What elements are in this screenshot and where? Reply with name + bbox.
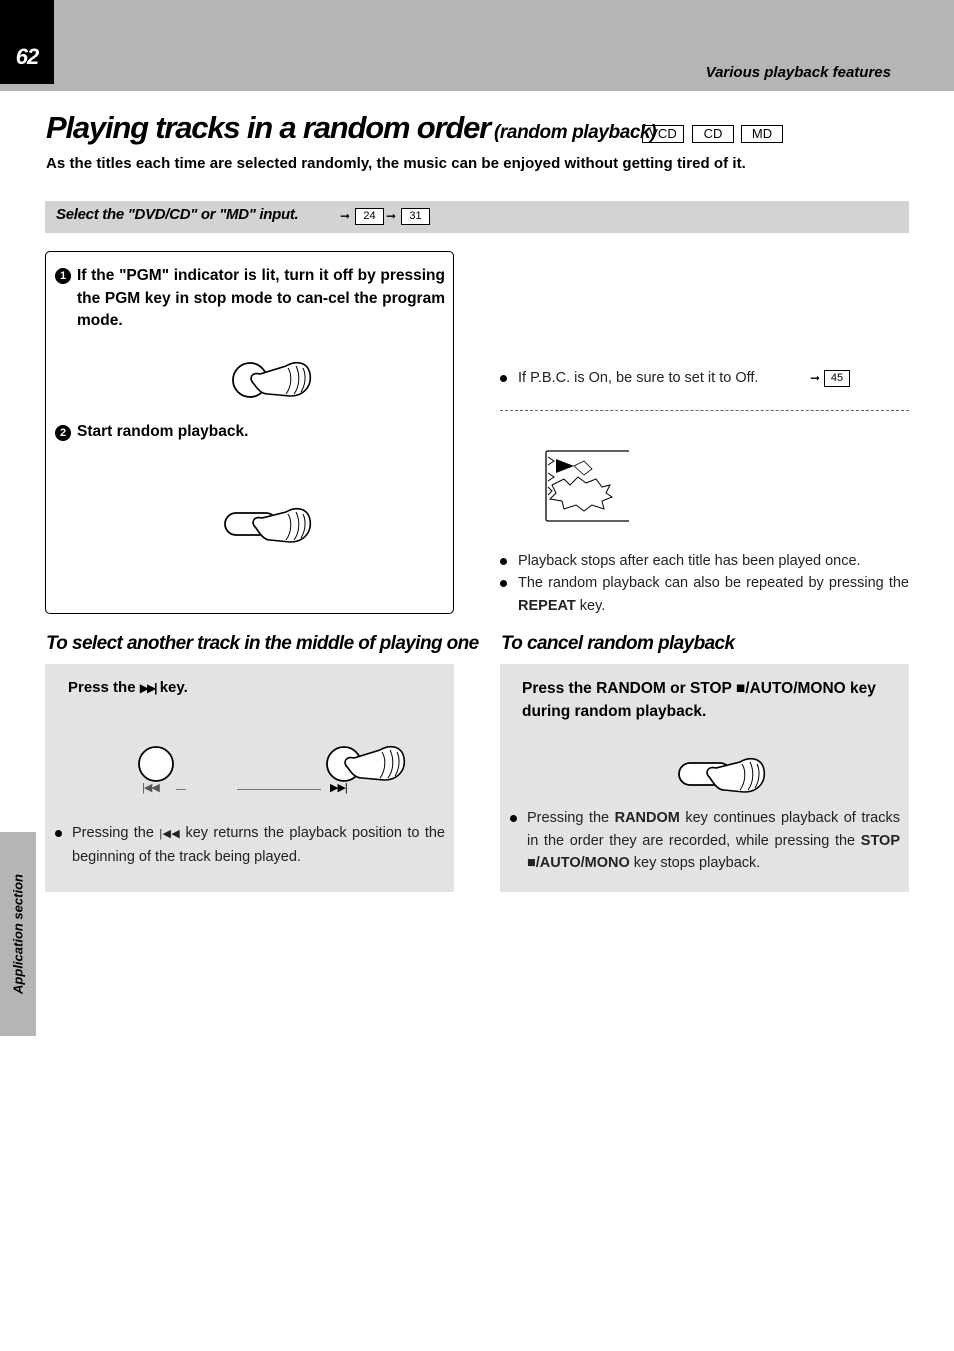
section-title-cancel-random: To cancel random playback — [501, 633, 735, 654]
next-label-line — [237, 789, 321, 790]
select-input-text: Select the "DVD/CD" or "MD" input. — [56, 206, 299, 223]
section-header: Various playback features — [705, 64, 891, 81]
page-ref-31[interactable]: 31 — [401, 208, 430, 225]
bullet-icon — [510, 815, 517, 822]
right-note-2 — [500, 572, 909, 617]
next-track-icon: ▶▶| — [139, 681, 156, 695]
bullet-icon — [500, 375, 507, 382]
hand-press-stop-key-icon — [676, 752, 768, 798]
side-tab-label: Application section — [10, 874, 26, 994]
title-sub: (random playback) — [493, 122, 657, 143]
page-ref-24[interactable]: 24 — [355, 208, 384, 225]
prev-key-note-text: Pressing the |◀◀ key returns the playback position to the beginning of the track being played. — [72, 825, 445, 865]
badge-cd: CD — [692, 125, 734, 143]
prev-label-line — [176, 789, 186, 790]
badge-md: MD — [741, 125, 783, 143]
section-title-select-track: To select another track in the middle of playing one — [46, 633, 479, 654]
step-number-2: 2 — [55, 425, 71, 441]
right-note-1-text: Playback stops after each title has been played once. — [518, 553, 861, 569]
step-number-1: 1 — [55, 268, 71, 284]
bullet-icon — [500, 580, 507, 587]
prev-key-note — [55, 822, 445, 868]
prev-track-label: |◀◀ — [142, 782, 159, 794]
next-track-label: ▶▶| — [330, 782, 347, 794]
cancel-random-instruction: Press the RANDOM or STOP ■/AUTO/MONO key during random playback. — [522, 680, 876, 720]
step-1-text: If the "PGM" indicator is lit, turn it off by pressing the PGM key in stop mode to can-cel the program mode. — [77, 267, 445, 329]
intro-text: As the titles each time are selected randomly, the music can be enjoyed without getting tired of it. — [46, 155, 746, 172]
page-ref-45[interactable]: 45 — [824, 370, 850, 387]
dashed-divider — [500, 410, 909, 411]
pbc-note — [500, 367, 758, 390]
step-2-text: Start random playback. — [77, 423, 249, 440]
hand-press-next-key-icon — [322, 740, 410, 786]
hand-press-pgm-key-icon — [228, 356, 314, 402]
badge-vcd: VCD — [642, 125, 684, 143]
ref-arrow-icon: ➞ — [340, 209, 351, 223]
prev-track-icon: |◀◀ — [159, 828, 181, 840]
cancel-random-note-text: Pressing the RANDOM key continues playback of tracks in the order they are recorded, while pressing the STOP ■/AUTO/MONO key stops playback. — [527, 810, 900, 871]
ref-arrow-icon: ➞ — [386, 209, 397, 223]
right-note-2-text: The random playback can also be repeated by pressing the REPEAT key. — [518, 575, 909, 614]
pbc-note-text: If P.B.C. is On, be sure to set it to Off. — [518, 370, 759, 386]
cancel-random-note — [510, 807, 900, 875]
title-main: Playing tracks in a random order — [46, 110, 490, 145]
page-number: 62 — [15, 44, 39, 69]
ref-arrow-icon: ➞ — [810, 371, 821, 385]
display-indicator-illustration — [544, 449, 632, 524]
page-title — [46, 110, 656, 146]
page-number-box — [0, 0, 54, 84]
hand-press-random-key-icon — [222, 502, 314, 548]
bullet-icon — [55, 830, 62, 837]
prev-track-key-icon — [136, 745, 176, 785]
press-next-instruction: Press the ▶▶| key. — [68, 679, 188, 696]
right-note-1 — [500, 550, 861, 573]
bullet-icon — [500, 558, 507, 565]
